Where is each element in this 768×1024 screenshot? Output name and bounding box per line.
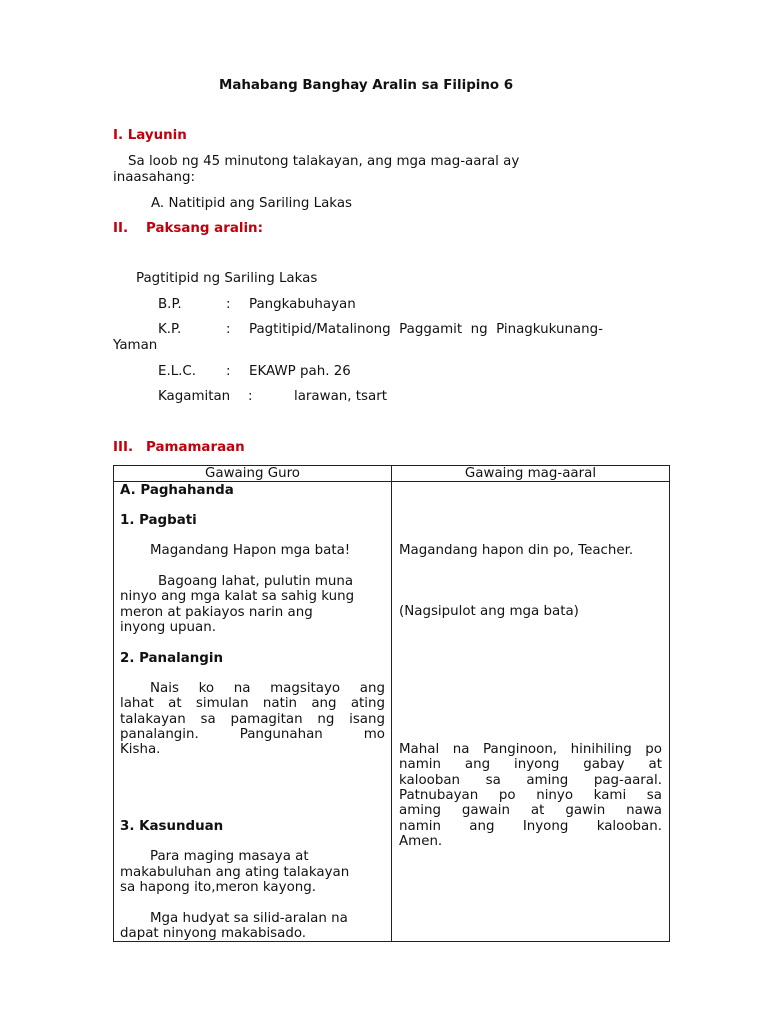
student-prayer-line3: kalooban sa aming pag-aaral. [399, 773, 662, 788]
section-paksang-aralin-heading: Paksang aralin: [146, 221, 263, 236]
layunin-objective: A. Natitipid ang Sariling Lakas [151, 196, 353, 211]
pagbati-heading: 1. Pagbati [120, 513, 197, 528]
kp-value: Pagtitipid/Matalinong Paggamit ng Pinagkukunang- [249, 322, 603, 337]
teacher-prayer-line2: lahat at simulan natin ang ating [120, 696, 385, 711]
teacher-agreement-line3: sa hapong ito,meron kayong. [120, 880, 317, 895]
paghahanda-heading: A. Paghahanda [120, 483, 234, 498]
panalangin-heading: 2. Panalangin [120, 651, 223, 666]
teacher-prayer-line4: panalangin. Pangunahan mo [120, 727, 385, 742]
bp-value: Pangkabuhayan [249, 297, 356, 312]
teacher-signals-line2: dapat ninyong makabisado. [120, 926, 307, 941]
teacher-instruction-line3: meron at pakiayos narin ang [120, 605, 313, 620]
teacher-prayer-line5: Kisha. [120, 742, 161, 757]
table-header-row [114, 466, 670, 482]
kagamitan-key: Kagamitan [158, 389, 231, 404]
bp-key: B.P. [158, 297, 182, 312]
elc-value: EKAWP pah. 26 [249, 364, 351, 379]
student-prayer-line2: namin ang inyong gabay at [399, 757, 662, 772]
header-gawaing-mag-aaral: Gawaing mag-aaral [392, 466, 670, 482]
layunin-intro-line1: Sa loob ng 45 minutong talakayan, ang mga mag-aaral ay [128, 154, 520, 169]
bp-separator: : [226, 297, 231, 312]
teacher-prayer-line1: Nais ko na magsitayo ang [150, 681, 385, 696]
section-paksang-aralin-number: II. [113, 221, 129, 236]
student-prayer-line7: Amen. [399, 834, 443, 849]
teacher-greeting: Magandang Hapon mga bata! [150, 543, 351, 558]
kagamitan-value: larawan, tsart [294, 389, 387, 404]
student-action: (Nagsipulot ang mga bata) [399, 604, 579, 619]
student-prayer-line6: namin ang Inyong kalooban. [399, 819, 662, 834]
teacher-instruction-line2: ninyo ang mga kalat sa sahig kung [120, 589, 355, 604]
teacher-agreement-line1: Para maging masaya at [150, 849, 309, 864]
teacher-signals-line1: Mga hudyat sa silid-aralan na [150, 911, 348, 926]
kp-value-continued: Yaman [113, 338, 158, 353]
paksang-aralin-topic: Pagtitipid ng Sariling Lakas [136, 271, 318, 286]
elc-separator: : [226, 364, 231, 379]
teacher-prayer-line3: talakayan sa pamagitan ng isang [120, 712, 385, 727]
header-gawaing-guro: Gawaing Guro [114, 466, 392, 482]
teacher-instruction-line4: inyong upuan. [120, 620, 216, 635]
student-prayer-line1: Mahal na Panginoon, hinihiling po [399, 742, 662, 757]
teacher-agreement-line2: makabuluhan ang ating talakayan [120, 865, 350, 880]
document-title: Mahabang Banghay Aralin sa Filipino 6 [219, 78, 514, 93]
kasunduan-heading: 3. Kasunduan [120, 819, 224, 834]
teacher-column [114, 482, 392, 942]
section-pamamaraan-number: III. [113, 440, 134, 455]
kagamitan-separator: : [248, 389, 253, 404]
student-greeting: Magandang hapon din po, Teacher. [399, 543, 634, 558]
kp-separator: : [226, 322, 231, 337]
student-column [392, 482, 670, 942]
table-row [114, 482, 670, 942]
student-prayer-line5: aming gawain at gawin nawa [399, 803, 662, 818]
layunin-intro-line2: inaasahang: [113, 170, 195, 185]
elc-key: E.L.C. [158, 364, 197, 379]
teacher-instruction-line1: Bagoang lahat, pulutin muna [158, 574, 354, 589]
student-prayer-line4: Patnubayan po ninyo kami sa [399, 788, 662, 803]
kp-key: K.P. [158, 322, 182, 337]
section-layunin-heading: I. Layunin [113, 128, 187, 143]
pamamaraan-table [113, 465, 670, 942]
section-pamamaraan-heading: Pamamaraan [146, 440, 245, 455]
